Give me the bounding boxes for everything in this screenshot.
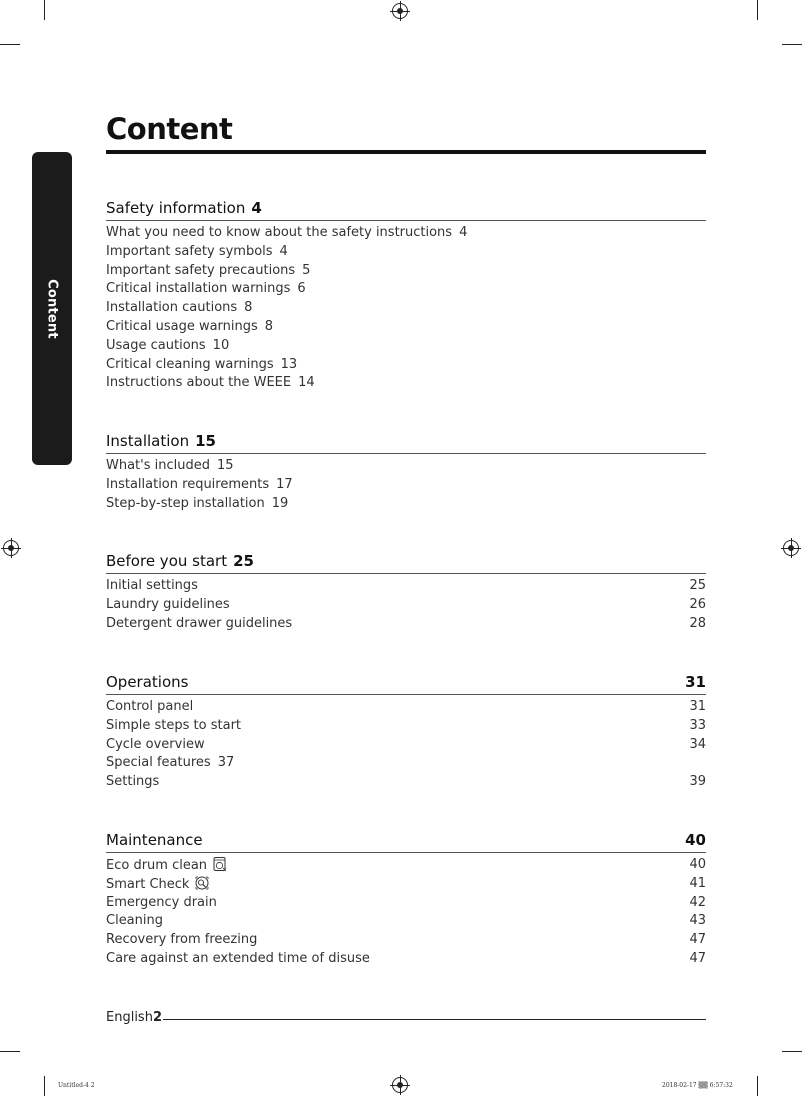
crop-mark [0,44,20,45]
toc-section-maintenance [106,832,706,969]
toc-item-page: 17 [276,476,293,492]
toc-item[interactable] [106,875,706,894]
section-page: 15 [195,432,216,450]
toc-item-label: What's included [106,458,210,473]
toc-item-label: Initial settings [106,578,198,593]
toc-item-label: Usage cautions [106,337,206,353]
section-title: Maintenance [106,831,203,849]
toc-item-label: Important safety symbols [106,243,273,259]
registration-mark-icon [392,3,408,19]
toc-item[interactable] [106,476,706,495]
crop-mark [44,0,45,20]
toc-item-page: 15 [217,458,234,473]
toc-item-label: Critical installation warnings [106,281,291,297]
toc-section-operations [106,674,706,792]
page-footer [106,1010,706,1026]
section-title: Before you start [106,552,228,570]
toc-item[interactable] [106,912,706,931]
toc-item-page: 31 [689,699,706,714]
title-rule [106,150,706,154]
toc-item-page: 47 [689,932,706,948]
toc-item[interactable] [106,754,706,773]
toc-item[interactable] [106,856,706,875]
toc-item-label: Installation cautions [106,300,238,316]
print-slug-file: Untitled-4 2 [58,1082,95,1089]
section-page: 25 [233,552,254,570]
toc-item[interactable] [106,280,706,299]
toc-item-label: Simple steps to start [106,717,242,733]
section-page: 4 [251,199,262,217]
toc-item-page: 6 [297,281,306,297]
toc-item[interactable] [106,318,706,337]
toc-item-label: Eco drum clean [106,858,208,873]
toc-item[interactable] [106,698,706,717]
crop-mark [757,0,758,20]
toc-item[interactable] [106,931,706,950]
toc-item-page: 4 [279,243,288,259]
toc-item-page: 43 [689,913,706,929]
footer-page-number: 2 [152,1010,162,1025]
section-page: 31 [685,673,706,691]
toc-item-page: 40 [689,857,706,872]
toc-item[interactable] [106,374,706,393]
toc-item-label: Important safety precautions [106,262,296,278]
toc-item-page: 37 [217,755,235,771]
toc-item[interactable] [106,457,706,476]
toc-item-page: 47 [689,950,706,966]
section-heading[interactable] [106,832,706,853]
toc-item[interactable] [106,596,706,615]
registration-mark-icon [392,1077,408,1093]
side-tab-label: Content [44,279,60,339]
toc-item-page: 14 [298,375,315,391]
toc-section-before-you-start [106,553,706,633]
toc-item-label: Care against an extended time of disuse [106,950,370,966]
toc-item-page: 10 [212,337,230,353]
footer-language: English [106,1010,153,1025]
toc-item-label: Step-by-step installation [106,495,265,511]
toc-section-installation [106,433,706,513]
toc-item-page: 8 [244,300,253,316]
section-title: Operations [106,673,189,691]
crop-mark [757,1076,758,1096]
toc-item-page: 25 [689,578,706,593]
toc-item[interactable] [106,262,706,281]
toc-item-label: Detergent drawer guidelines [106,615,293,631]
toc-item[interactable] [106,337,706,356]
toc-item-label: Cleaning [106,913,163,929]
print-slug-timestamp: 2018-02-17 ▒▒ 6:57:32 [662,1082,733,1089]
toc-item[interactable] [106,950,706,969]
section-heading[interactable] [106,433,706,454]
section-heading[interactable] [106,674,706,695]
toc-item[interactable] [106,577,706,596]
toc-item-page: 42 [689,894,706,910]
section-heading[interactable] [106,200,706,221]
registration-mark-icon [783,540,799,556]
section-title: Installation [106,432,190,450]
toc-item-label: Laundry guidelines [106,596,230,612]
crop-mark [0,1051,20,1052]
toc-item-page: 19 [271,495,289,511]
page-title: Content [106,112,233,146]
toc-item[interactable] [106,717,706,736]
toc-item-label: Recovery from freezing [106,932,258,948]
crop-mark [44,1076,45,1096]
toc-item-label: Control panel [106,699,194,714]
side-tab [32,152,72,465]
toc-item-page: 4 [459,225,468,240]
toc-item-page: 8 [264,318,274,334]
footer-rule [163,1019,706,1020]
section-heading[interactable] [106,553,706,574]
toc-item[interactable] [106,773,706,792]
section-page: 40 [685,831,706,849]
toc-item[interactable] [106,299,706,318]
crop-mark [782,1051,802,1052]
toc-item-page: 5 [302,262,311,278]
toc-item-page: 26 [689,596,706,612]
toc-item-label: Installation requirements [106,476,270,492]
crop-mark [782,44,802,45]
toc-item-label: Emergency drain [106,894,217,910]
section-title: Safety information [106,199,246,217]
toc-item-page: 39 [689,774,706,790]
toc-item-page: 34 [689,736,706,752]
toc-item-label: Smart Check [106,876,190,892]
toc-item-label: Settings [106,774,160,790]
toc-item[interactable] [106,736,706,755]
toc-item-label: Critical usage warnings [106,318,258,334]
toc-item-page: 33 [689,717,706,733]
toc-item-page: 41 [689,875,706,891]
toc-item-label: Instructions about the WEEE [106,375,292,391]
toc-item[interactable] [106,356,706,375]
toc-section-safety [106,200,706,393]
toc-item[interactable] [106,243,706,262]
toc-item[interactable] [106,894,706,913]
toc-item-label: Critical cleaning warnings [106,356,274,372]
toc-item-label: What you need to know about the safety instructions [106,225,453,240]
toc-item-page: 28 [689,615,706,631]
registration-mark-icon [3,540,19,556]
toc-item-label: Cycle overview [106,736,205,752]
toc-item-label: Special features [106,755,211,771]
toc-item[interactable] [106,615,706,634]
toc-item[interactable] [106,224,706,243]
toc-item[interactable] [106,495,706,514]
toc-item-page: 13 [280,356,298,372]
